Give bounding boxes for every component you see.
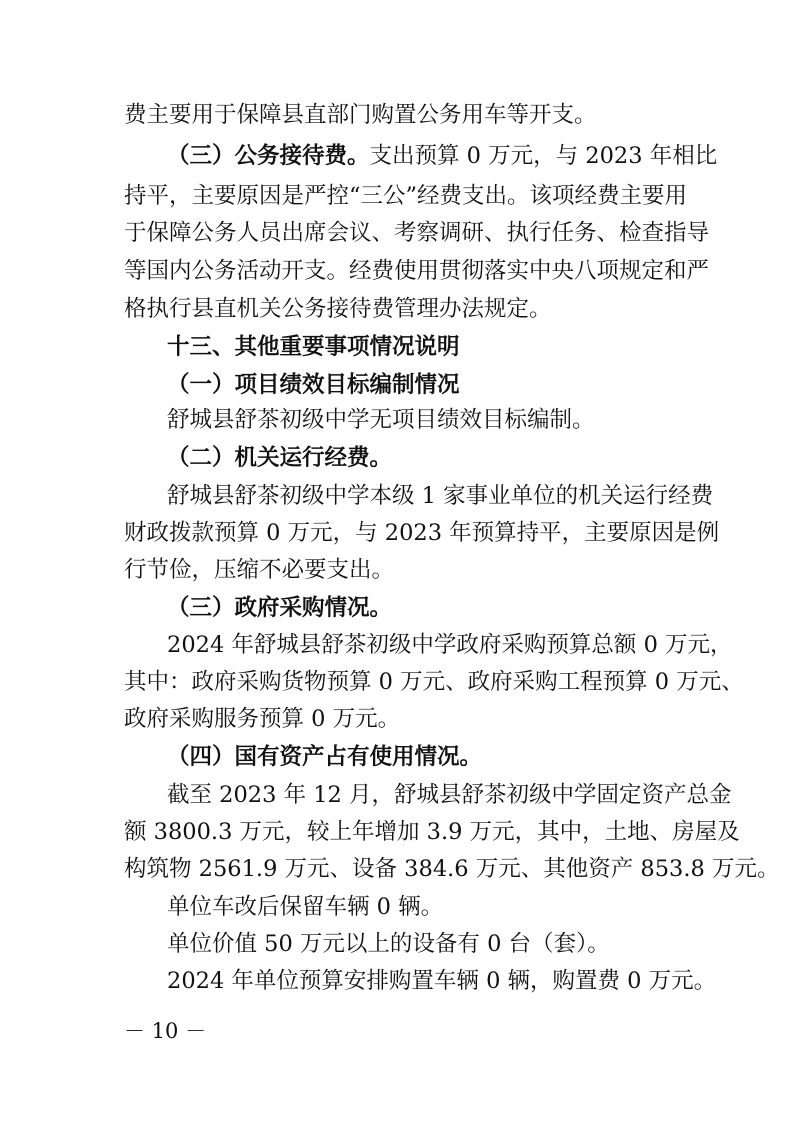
paragraph-text: 支出预算 0 万元，与 2023 年相比 [369,143,718,169]
paragraph-line: 财政拨款预算 0 万元，与 2023 年预算持平，主要原因是例 [124,520,720,546]
paragraph-line: 单位车改后保留车辆 0 辆。 [167,894,444,920]
paragraph-line: 2024 年舒城县舒茶初级中学政府采购预算总额 0 万元， [167,632,733,658]
page-number: － 10 － [124,1019,207,1043]
paragraph-line: 等国内公务活动开支。经费使用贯彻落实中央八项规定和严 [124,258,710,284]
subheading-operating-expenses: （二）机关运行经费。 [167,445,393,471]
paragraph-line: 舒城县舒茶初级中学无项目绩效目标编制。 [167,407,595,433]
paragraph-line: 于保障公务人员出席会议、考察调研、执行任务、检查指导 [124,220,710,246]
paragraph-line: 2024 年单位预算安排购置车辆 0 辆，购置费 0 万元。 [167,968,717,994]
paragraph-line: 费主要用于保障县直部门购置公务用车等开支。 [124,102,597,128]
subheading-state-assets: （四）国有资产占有使用情况。 [167,744,483,770]
paragraph-line: 其中：政府采购货物预算 0 万元、政府采购工程预算 0 万元、 [124,669,744,695]
subheading-reception-fee: （三）公务接待费。 [167,143,370,169]
paragraph-line: 行节俭，压缩不必要支出。 [124,557,395,583]
paragraph-line: 额 3800.3 万元，较上年增加 3.9 万元，其中，土地、房屋及 [124,819,740,845]
paragraph-line: 政府采购服务预算 0 万元。 [124,706,401,732]
section-heading: 十三、其他重要事项情况说明 [167,334,460,360]
paragraph-line: 舒城县舒茶初级中学本级 1 家事业单位的机关运行经费 [167,483,714,509]
paragraph-line: 持平，主要原因是严控“三公”经费支出。该项经费主要用 [124,183,688,209]
subheading-procurement: （三）政府采购情况。 [167,595,393,621]
paragraph-line: 单位价值 50 万元以上的设备有 0 台（套）。 [167,931,610,957]
subheading-performance-goals: （一）项目绩效目标编制情况 [167,372,460,398]
paragraph-line [167,141,717,171]
paragraph-line: 截至 2023 年 12 月，舒城县舒茶初级中学固定资产总金 [167,782,732,808]
paragraph-line: 构筑物 2561.9 万元、设备 384.6 万元、其他资产 853.8 万元。 [124,856,780,882]
paragraph-line: 格执行县直机关公务接待费管理办法规定。 [124,296,552,322]
